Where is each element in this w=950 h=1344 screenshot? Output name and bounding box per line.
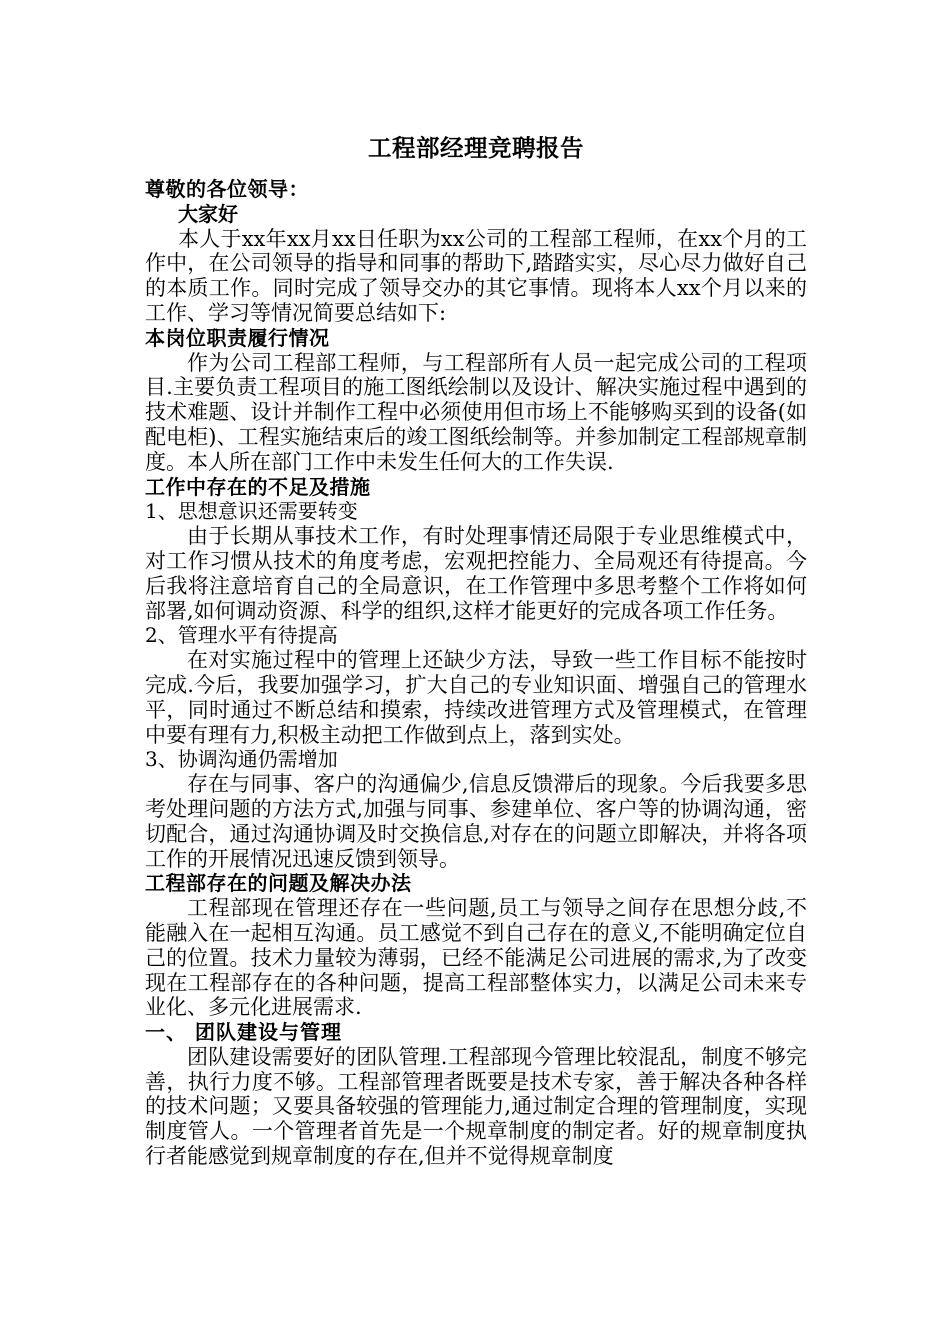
item-title-mindset: 1、思想意识还需要转变 <box>145 499 358 524</box>
section-heading-shortcomings: 工作中存在的不足及措施 <box>145 474 371 499</box>
document-body <box>145 133 807 1169</box>
item-body-management: 在对实施过程中的管理上还缺少方法，导致一些工作目标不能按时完成.今后，我要加强学习，扩大自己的专业知识面、增强自己的管理水平，同时通过不断总结和摸索，持续改进管理方式及管理模式，在管理中要有理有力,积极主动把工作做到点上，落到实处。 <box>145 648 807 747</box>
page-title: 工程部经理竞聘报告 <box>368 134 584 162</box>
problems-paragraph: 工程部现在管理还存在一些问题,员工与领导之间存在思想分歧,不能融入在一起相互沟通。员工感觉不到自己存在的意义,不能明确定位自己的位置。技术力量较为薄弱，已经不能满足公司进展的需求,为了改变现在工程部存在的各种问题，提高工程部整体实力，以满足公司未来专业化、多元化进展需求. <box>145 896 807 1020</box>
item-title-management: 2、管理水平有待提高 <box>145 623 338 648</box>
section-heading-duties: 本岗位职责履行情况 <box>145 325 330 350</box>
salutation: 尊敬的各位领导： <box>145 177 309 201</box>
team-paragraph: 团队建设需要好的团队管理.工程部现今管理比较混乱，制度不够完善，执行力度不够。工程部管理者既要是技术专家，善于解决各种各样的技术问题；又要具备较强的管理能力,通过制定合理的管理制度，实现制度管人。一个管理者首先是一个规章制度的制定者。好的规章制度执行者能感觉到规章制度的存在,但并不觉得规章制度 <box>145 1044 807 1169</box>
section-heading-problems: 工程部存在的问题及解决办法 <box>145 871 412 896</box>
item-title-communication: 3、协调沟通仍需增加 <box>145 747 338 772</box>
duties-paragraph: 作为公司工程部工程师，与工程部所有人员一起完成公司的工程项目.主要负责工程项目的施工图纸绘制以及设计、解决实施过程中遇到的技术难题、设计并制作工程中必须使用但市场上不能够购买到的设备(如配电柜)、工程实施结束后的竣工图纸绘制等。并参加制定工程部规章制度。本人所在部门工作中未发生任何大的工作失误. <box>145 350 807 474</box>
greeting: 大家好 <box>178 201 238 226</box>
intro-paragraph: 本人于xx年xx月xx日任职为xx公司的工程部工程师，在xx个月的工作中，在公司领导的指导和同事的帮助下,踏踏实实，尽心尽力做好自己的本质工作。同时完成了领导交办的其它事情。现将本人xx个月以来的工作、学习等情况简要总结如下: <box>145 226 807 325</box>
section-heading-team: 一、 团队建设与管理 <box>145 1020 342 1045</box>
item-body-communication: 存在与同事、客户的沟通偏少,信息反馈滞后的现象。今后我要多思考处理问题的方法方式,加强与同事、参建单位、客户等的协调沟通，密切配合，通过沟通协调及时交换信息,对存在的问题立即解决，并将各项工作的开展情况迅速反馈到领导。 <box>145 772 807 871</box>
item-body-mindset: 由于长期从事技术工作，有时处理事情还局限于专业思维模式中，对工作习惯从技术的角度考虑，宏观把控能力、全局观还有待提高。今后我将注意培育自己的全局意识，在工作管理中多思考整个工作将如何部署,如何调动资源、科学的组织,这样才能更好的完成各项工作任务。 <box>145 524 807 623</box>
